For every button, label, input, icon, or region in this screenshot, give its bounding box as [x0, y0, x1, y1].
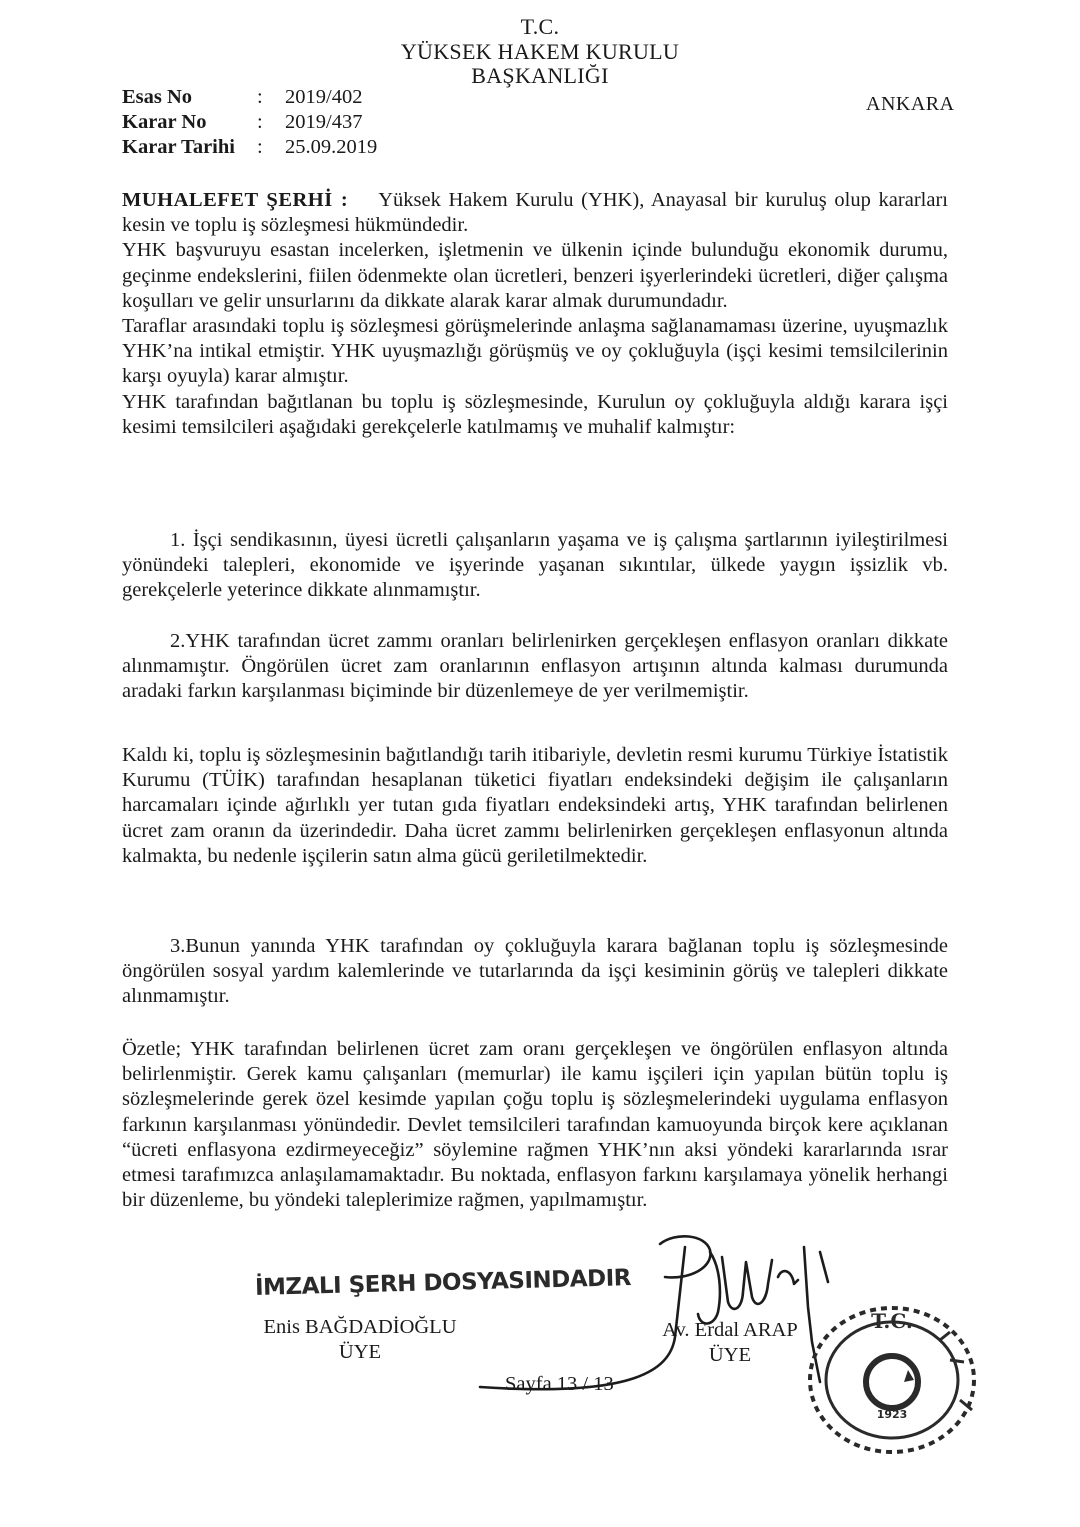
meta-key: Karar Tarihi: [122, 136, 235, 158]
signatory-name: Enis BAĞDADİOĞLU: [263, 1316, 457, 1338]
meta-karar-no: [122, 110, 362, 134]
list-item: 1. İşçi sendikasının, üyesi ücretli çalışanların yaşama ve iş çalışma şartlarının iyileştirilmesi yönündeki talepleri, ekonomide ve işyerinde yaşanan sıkıntılar, ülkede yaygın işsizlik vb. gerekçelerle yeterince dikkate alınmamıştır.: [122, 529, 948, 602]
signatory-name: Av. Erdal ARAP: [662, 1319, 798, 1341]
signature-block-left: [255, 1315, 465, 1365]
meta-value: 2019/402: [285, 86, 363, 108]
paragraph: YHK başvuruyu esastan incelerken, işletmenin ve ülkenin içinde bulunduğu ekonomik durumu, geçinme endekslerini, fiilen ödenmekte olan ücretleri, benzeri işyerlerindeki ücretleri, diğer çalışma koşulları ve gelir unsurlarını da dikkate alarak karar almak durumundadır.: [122, 239, 948, 312]
paragraph-text: Yüksek Hakem Kurulu (YHK), Anayasal bir kuruluş olup kararları kesin ve toplu iş sözleşmesi hükmündedir.: [122, 189, 948, 237]
paragraph: YHK tarafından bağıtlanan bu toplu iş sözleşmesinde, Kurulun oy çokluğuyla aldığı karara işçi kesimi temsilcileri aşağıdaki gerekçelerle katılmamış ve muhalif kalmıştır:: [122, 390, 948, 438]
header-tc: T.C.: [520, 14, 560, 39]
meta-key: Karar No: [122, 111, 207, 133]
paragraph-lead: [122, 188, 948, 238]
signatory-title: ÜYE: [338, 1341, 382, 1363]
meta-key: Esas No: [122, 86, 193, 108]
meta-colon: :: [257, 111, 263, 133]
item-2: [122, 629, 948, 705]
meta-colon: :: [257, 136, 263, 158]
seal-emblem-text: T.C.: [871, 1309, 913, 1333]
paragraph: Taraflar arasındaki toplu iş sözleşmesi görüşmelerinde anlaşma sağlanamaması üzerine, uyuşmazlık YHK’na intikal etmiştir. YHK uyuşmazlığı görüşmüş ve oy çokluğuyla (işçi kesimi temsilcilerinin karşı oyuyla) karar almıştır.: [122, 315, 948, 388]
meta-value: 2019/437: [285, 111, 363, 133]
body-intro: [122, 188, 948, 440]
list-item: 2.YHK tarafından ücret zammı oranları belirlenirken gerçekleşen enflasyon oranları dikkate alınmamıştır. Öngörülen ücret zam oranlarının enflasyon artışının altında kalması durumunda aradaki farkın karşılanması biçiminde bir düzenlemeye de yer verilmemiştir.: [122, 630, 948, 703]
signatory-title: ÜYE: [708, 1344, 752, 1366]
header-presidency: BAŞKANLIĞI: [471, 63, 609, 88]
page-number: Sayfa 13 / 13: [505, 1373, 614, 1395]
paragraph: Özetle; YHK tarafından belirlenen ücret zam oranı gerçekleşen ve öngörülen enflasyon altında belirlenmiştir. Gerek kamu çalışanları (memurlar) ile kamu işçileri için yapılan bütün toplu iş sözleşmelerinde gerek özel kesimde yapılan çoğu toplu iş sözleşmelerindeki uygulama enflasyon farkının karşılanması yönündedir. Devlet temsilcileri tarafından kamuoyunda birçok kere açıklanan “ücreti enflasyona ezdirmeyeceğiz” söylemine rağmen YHK’nın aksi yöndeki kararlarında ısrar etmesi tarafımızca anlaşılamamaktadır. Bu noktada, enflasyon farkını karşılamaya yönelik herhangi bir düzenleme, bu yöndeki taleplerimize rağmen, yapılmamıştır.: [122, 1038, 948, 1212]
meta-karar-tarihi: [122, 135, 377, 159]
header-city: ANKARA: [866, 93, 955, 115]
meta-value: 25.09.2019: [285, 136, 378, 158]
item-1: [122, 528, 948, 604]
official-seal-icon: [800, 1300, 990, 1460]
signed-dissent-stamp: İMZALI ŞERH DOSYASINDADIR: [254, 1265, 632, 1301]
paragraph: Kaldı ki, toplu iş sözleşmesinin bağıtlandığı tarih itibariyle, devletin resmi kurumu Türkiye İstatistik Kurumu (TÜİK) tarafından hesaplanan tüketici fiyatları endeksindeki değişim ile çalışanların harcamaları içinde ağırlıklı yer tutan gıda fiyatları endeksindeki artış, YHK tarafından belirlenen ücret zam oranın da üzerindedir. Daha ücret zammı belirlenirken gerçekleşen enflasyonun altında kalmakta, bu nedenle işçilerin satın alma gücü geriletilmektedir.: [122, 744, 948, 867]
meta-esas-no: [122, 85, 362, 109]
header-institution: YÜKSEK HAKEM KURULU: [400, 39, 680, 64]
paragraph-tuik: [122, 743, 948, 869]
paragraph-summary: [122, 1037, 948, 1213]
meta-colon: :: [257, 86, 263, 108]
dissent-heading: MUHALEFET ŞERHİ :: [122, 189, 349, 211]
seal-year: 1923: [876, 1408, 908, 1421]
item-3: [122, 934, 948, 1010]
list-item: 3.Bunun yanında YHK tarafından oy çokluğuyla karara bağlanan toplu iş sözleşmesinde öngörülen sosyal yardım kalemlerinde ve tutarlarında da işçi kesiminin görüş ve talepleri dikkate alınmamıştır.: [122, 935, 948, 1008]
